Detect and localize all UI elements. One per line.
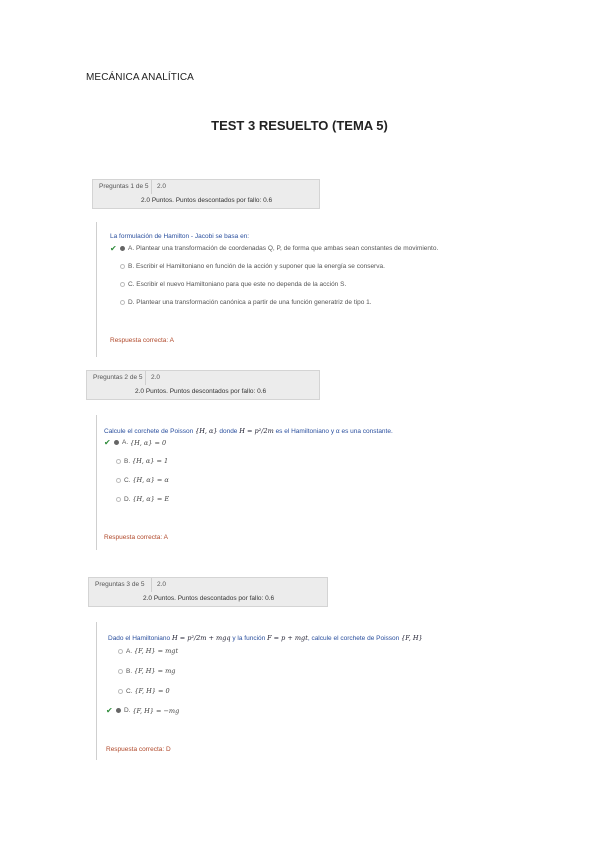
question-points: 2.0 — [157, 581, 167, 588]
radio[interactable] — [118, 689, 123, 694]
radio[interactable] — [120, 282, 125, 287]
question-body — [96, 415, 97, 550]
question-number: Preguntas 2 de 5 — [93, 374, 143, 381]
option-math: {F, H} = mg — [133, 667, 176, 675]
option-math: {H, α} = E — [132, 495, 170, 503]
option-a[interactable] — [118, 647, 178, 655]
radio-selected[interactable] — [120, 246, 125, 251]
question-scoring: 2.0 Puntos. Puntos descontados por fallo: 0.6 — [143, 595, 275, 602]
option-b[interactable] — [116, 457, 168, 465]
question-text: Calcule el corchete de Poisson {H, α} donde H = p²/2m es el Hamiltoniano y α es una constante. — [104, 427, 393, 435]
option-a[interactable] — [110, 244, 438, 253]
option-d[interactable] — [120, 299, 372, 306]
radio[interactable] — [116, 478, 121, 483]
option-letter: D. — [124, 707, 131, 714]
radio-selected[interactable] — [114, 440, 119, 445]
option-label: A. Plantear una transformación de coordenadas Q, P, de forma que ambas sean constantes de movimiento. — [128, 245, 439, 252]
option-letter: B. — [126, 667, 133, 675]
radio-selected[interactable] — [116, 708, 121, 713]
option-label: C. Escribir el nuevo Hamiltoniano para que este no dependa de la acción S. — [128, 281, 347, 288]
option-b[interactable] — [120, 263, 385, 270]
option-letter: D. — [124, 495, 131, 503]
option-letter: C. — [126, 687, 133, 695]
radio[interactable] — [118, 649, 123, 654]
correct-check-icon: ✔ — [106, 706, 113, 715]
correct-check-icon: ✔ — [110, 244, 117, 253]
option-b[interactable] — [118, 667, 175, 675]
option-letter: C. — [124, 476, 131, 484]
option-c[interactable] — [116, 476, 169, 484]
divider — [151, 180, 152, 194]
question-number: Preguntas 1 de 5 — [99, 183, 149, 190]
question-header — [92, 179, 320, 209]
question-text: Dado el Hamiltoniano H = p²/2m + mgq y la función F = p + mgt, calcule el corchete de Poisson {F, H} — [108, 634, 423, 642]
question-points: 2.0 — [151, 374, 161, 381]
radio[interactable] — [120, 300, 125, 305]
divider — [151, 578, 152, 592]
question-body — [96, 222, 97, 357]
question-header — [86, 370, 320, 400]
option-label: D. Plantear una transformación canónica a partir de una función generatriz de tipo 1. — [128, 299, 372, 306]
option-letter: A. — [126, 647, 133, 655]
question-header — [88, 577, 328, 607]
question-number: Preguntas 3 de 5 — [95, 581, 145, 588]
question-points: 2.0 — [157, 183, 167, 190]
radio[interactable] — [116, 497, 121, 502]
option-letter: A. — [122, 439, 129, 446]
correct-answer: Respuesta correcta: D — [106, 746, 171, 753]
option-d[interactable] — [116, 495, 169, 503]
question-body — [96, 622, 97, 760]
option-math: {H, α} = 0 — [129, 438, 167, 447]
question-text: La formulación de Hamilton - Jacobi se basa en: — [110, 233, 250, 240]
option-c[interactable] — [120, 281, 346, 288]
option-letter: B. — [124, 457, 131, 465]
correct-answer: Respuesta correcta: A — [104, 534, 168, 541]
option-d[interactable] — [106, 706, 179, 715]
option-a[interactable] — [104, 438, 166, 447]
question-scoring: 2.0 Puntos. Puntos descontados por fallo: 0.6 — [135, 388, 267, 395]
divider — [145, 371, 146, 385]
option-math: {F, H} = 0 — [134, 687, 170, 695]
option-math: {F, H} = −mg — [132, 706, 180, 715]
correct-answer: Respuesta correcta: A — [110, 337, 174, 344]
option-math: {H, α} = 1 — [131, 457, 169, 465]
radio[interactable] — [120, 264, 125, 269]
option-c[interactable] — [118, 687, 170, 695]
subject-heading: MECÁNICA ANALÍTICA — [86, 72, 194, 83]
option-label: B. Escribir el Hamiltoniano en función de la acción y suponer que la energía se conserva. — [128, 263, 385, 270]
radio[interactable] — [116, 459, 121, 464]
option-math: {H, α} = α — [132, 476, 169, 484]
option-math: {F, H} = mgt — [133, 647, 179, 655]
correct-check-icon: ✔ — [104, 438, 111, 447]
question-scoring: 2.0 Puntos. Puntos descontados por fallo: 0.6 — [141, 197, 273, 204]
radio[interactable] — [118, 669, 123, 674]
page-title: TEST 3 RESUELTO (TEMA 5) — [211, 118, 388, 133]
